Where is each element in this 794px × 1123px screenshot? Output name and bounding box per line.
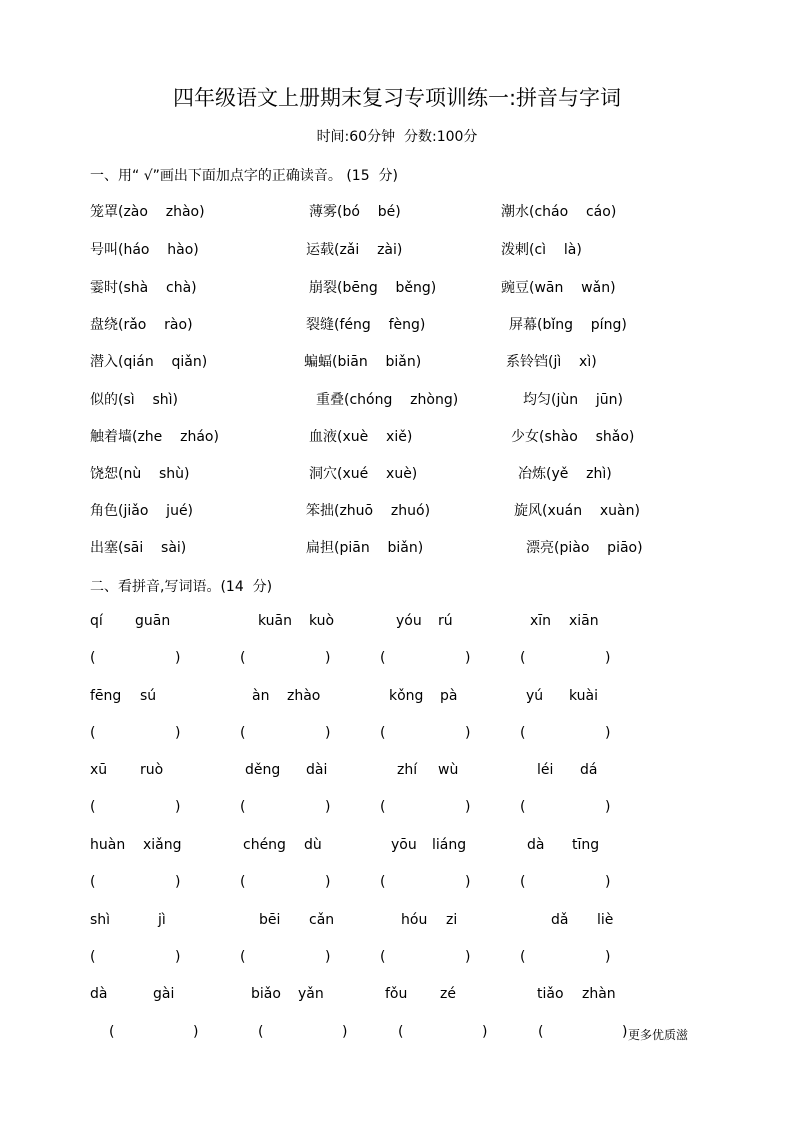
reading-item: 冶炼(yě zhì) (518, 466, 612, 482)
answer-blank-close: ) (465, 799, 471, 815)
answer-blank-close: ) (465, 949, 471, 965)
answer-blank-open: ( (240, 799, 246, 815)
reading-item: 薄雾(bó bé) (309, 204, 401, 220)
answer-blank-close: ) (325, 725, 331, 741)
pinyin-syllable: xiǎng (143, 837, 182, 853)
reading-item: 盘绕(rǎo rào) (90, 317, 193, 333)
reading-item: 少女(shào shǎo) (511, 429, 635, 445)
pinyin-syllable: shì (90, 912, 111, 928)
reading-item: 崩裂(bēng běng) (309, 280, 437, 296)
answer-blank-open: ( (240, 650, 246, 666)
pinyin-syllable: gài (153, 986, 175, 1002)
pinyin-syllable: chéng (243, 837, 286, 853)
answer-blank-open: ( (520, 874, 526, 890)
answer-blank-close: ) (325, 874, 331, 890)
pinyin-syllable: yōu (391, 837, 417, 853)
pinyin-syllable: àn (252, 688, 270, 704)
pinyin-syllable: kuò (309, 613, 335, 629)
reading-item: 裂缝(féng fèng) (306, 317, 426, 333)
answer-blank-open: ( (520, 725, 526, 741)
reading-item: 重叠(chóng zhòng) (316, 392, 459, 408)
answer-blank-open: ( (380, 725, 386, 741)
pinyin-syllable: cǎn (309, 912, 335, 928)
reading-item: 血液(xuè xiě) (309, 429, 413, 445)
more-resources-text: 更多优质滋 (628, 1028, 689, 1042)
answer-blank-close: ) (465, 874, 471, 890)
answer-blank-open: ( (398, 1024, 404, 1040)
reading-item: 霎时(shà chà) (90, 280, 197, 296)
pinyin-syllable: liáng (432, 837, 467, 853)
page-title: 四年级语文上册期末复习专项训练一:拼音与字词 (172, 86, 622, 110)
answer-blank-close: ) (193, 1024, 199, 1040)
answer-blank-open: ( (90, 874, 96, 890)
reading-item: 均匀(jùn jūn) (523, 392, 623, 408)
reading-item: 运载(zǎi zài) (306, 242, 403, 258)
pinyin-syllable: dà (90, 986, 108, 1002)
pinyin-syllable: dù (304, 837, 322, 853)
answer-blank-close: ) (465, 725, 471, 741)
answer-blank-close: ) (622, 1024, 628, 1040)
reading-item: 笼罩(zào zhào) (90, 204, 205, 220)
answer-blank-close: ) (605, 799, 611, 815)
reading-item: 扁担(piān biǎn) (306, 540, 424, 556)
answer-blank-open: ( (240, 949, 246, 965)
pinyin-syllable: tīng (572, 837, 600, 853)
answer-blank-open: ( (380, 949, 386, 965)
reading-item: 似的(sì shì) (90, 392, 178, 408)
pinyin-syllable: dǎ (551, 912, 569, 928)
answer-blank-open: ( (520, 949, 526, 965)
pinyin-syllable: ruò (140, 762, 164, 778)
pinyin-syllable: rú (438, 613, 453, 629)
answer-blank-open: ( (109, 1024, 115, 1040)
answer-blank-open: ( (90, 799, 96, 815)
pinyin-syllable: jì (158, 912, 166, 928)
answer-blank-close: ) (175, 650, 181, 666)
answer-blank-open: ( (90, 650, 96, 666)
answer-blank-close: ) (605, 725, 611, 741)
answer-blank-open: ( (240, 874, 246, 890)
answer-blank-close: ) (605, 874, 611, 890)
reading-item: 潮水(cháo cáo) (501, 204, 617, 220)
pinyin-syllable: bēi (259, 912, 281, 928)
reading-item: 豌豆(wān wǎn) (501, 280, 616, 296)
answer-blank-close: ) (175, 949, 181, 965)
reading-item: 号叫(háo hào) (90, 242, 199, 258)
answer-blank-open: ( (380, 874, 386, 890)
answer-blank-open: ( (380, 650, 386, 666)
page-subtitle: 时间:60分钟 分数:100分 (316, 129, 478, 145)
pinyin-syllable: dá (580, 762, 598, 778)
pinyin-syllable: zi (446, 912, 458, 928)
answer-blank-open: ( (538, 1024, 544, 1040)
pinyin-syllable: sú (140, 688, 157, 704)
pinyin-syllable: guān (135, 613, 171, 629)
answer-blank-close: ) (325, 949, 331, 965)
answer-blank-open: ( (90, 949, 96, 965)
answer-blank-close: ) (325, 650, 331, 666)
section1-heading: 一、用“ √”画出下面加点字的正确读音。 (15 分) (90, 168, 398, 184)
answer-blank-close: ) (465, 650, 471, 666)
reading-item: 旋风(xuán xuàn) (514, 503, 640, 519)
reading-item: 洞穴(xué xuè) (309, 466, 418, 482)
pinyin-syllable: fēng (90, 688, 122, 704)
answer-blank-close: ) (482, 1024, 488, 1040)
answer-blank-close: ) (175, 874, 181, 890)
answer-blank-close: ) (175, 799, 181, 815)
reading-item: 饶恕(nù shù) (90, 466, 190, 482)
pinyin-syllable: fǒu (385, 986, 408, 1002)
reading-item: 触着墙(zhe zháo) (90, 429, 219, 445)
pinyin-syllable: yóu (396, 613, 422, 629)
pinyin-syllable: děng (245, 762, 281, 778)
pinyin-syllable: zé (440, 986, 456, 1002)
pinyin-syllable: zhàn (582, 986, 616, 1002)
pinyin-syllable: dài (306, 762, 328, 778)
answer-blank-open: ( (520, 799, 526, 815)
answer-blank-close: ) (325, 799, 331, 815)
answer-blank-close: ) (605, 949, 611, 965)
pinyin-syllable: huàn (90, 837, 126, 853)
pinyin-syllable: liè (597, 912, 614, 928)
answer-blank-open: ( (258, 1024, 264, 1040)
pinyin-syllable: zhí (397, 762, 418, 778)
reading-item: 泼剌(cì là) (501, 242, 582, 258)
answer-blank-open: ( (380, 799, 386, 815)
pinyin-syllable: xū (90, 762, 108, 778)
pinyin-syllable: biǎo (251, 986, 281, 1002)
pinyin-syllable: xīn (530, 613, 552, 629)
pinyin-syllable: pà (440, 688, 458, 704)
answer-blank-close: ) (342, 1024, 348, 1040)
pinyin-syllable: kǒng (389, 688, 424, 704)
section2-heading: 二、看拼音,写词语。(14 分) (90, 579, 273, 595)
answer-blank-open: ( (520, 650, 526, 666)
reading-item: 出塞(sāi sài) (90, 540, 187, 556)
pinyin-syllable: tiǎo (537, 986, 564, 1002)
pinyin-syllable: léi (537, 762, 554, 778)
pinyin-syllable: kuài (569, 688, 599, 704)
pinyin-syllable: yǎn (298, 986, 324, 1002)
reading-item: 屏幕(bǐng píng) (509, 317, 627, 333)
answer-blank-open: ( (240, 725, 246, 741)
answer-blank-close: ) (175, 725, 181, 741)
pinyin-syllable: zhào (287, 688, 321, 704)
reading-item: 潜入(qián qiǎn) (90, 354, 208, 370)
answer-blank-open: ( (90, 725, 96, 741)
pinyin-syllable: yú (526, 688, 544, 704)
reading-item: 漂亮(piào piāo) (526, 540, 643, 556)
pinyin-syllable: hóu (401, 912, 428, 928)
pinyin-syllable: dà (527, 837, 545, 853)
pinyin-syllable: wù (438, 762, 459, 778)
reading-item: 笨拙(zhuō zhuó) (306, 503, 431, 519)
reading-item: 系铃铛(jì xì) (506, 354, 597, 370)
reading-item: 角色(jiǎo jué) (90, 503, 194, 519)
pinyin-syllable: qí (90, 613, 103, 629)
answer-blank-close: ) (605, 650, 611, 666)
pinyin-syllable: kuān (258, 613, 293, 629)
pinyin-syllable: xiān (569, 613, 599, 629)
reading-item: 蝙蝠(biān biǎn) (304, 354, 422, 370)
